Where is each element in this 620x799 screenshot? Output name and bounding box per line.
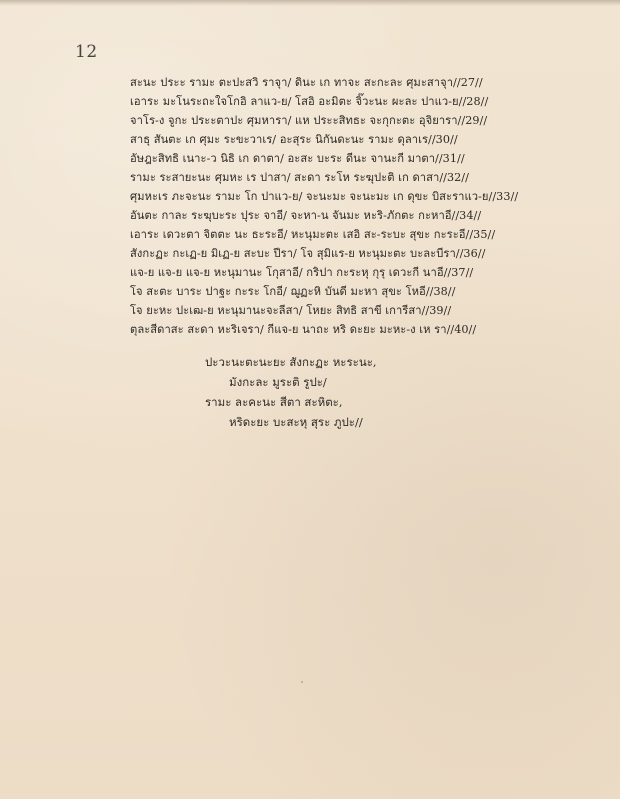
verse-line-33: ศุมหะเร ภะจะนะ รามะ โก ปาแว-ย/ จะนะมะ จะนะมะ เก ดุขะ บิสะราแว-ย//33//	[130, 190, 519, 203]
verse-line-28: เอาระ มะโนระถะใจโกอิ ลาแว-ย/ โสอิ อะมิตะ จิ๊วะนะ ผะละ ปาแว-ย//28//	[130, 95, 489, 108]
verse-line-38: โจ สะตะ บาระ ปาฐะ กะระ โกอี/ ฌูฏะหิ บันดี มะหา สุขะ โหอี//38//	[130, 285, 456, 298]
closing-doha	[205, 352, 525, 432]
closing-line-1: ปะวะนะตะนะยะ สังกะฏะ หะระนะ,	[205, 355, 377, 369]
verse-line-32: รามะ ระสายะนะ ศุมหะ เร ปาสา/ สะดา ระโห ระฆุปะติ เก ดาสา//32//	[130, 171, 469, 184]
verse-list	[130, 73, 580, 339]
paper-speck	[314, 266, 316, 268]
verse-line-35: เอาระ เดวะตา จิตตะ นะ ธะระอี/ หะนุมะตะ เสอิ สะ-ระบะ สุขะ กะระอี//35//	[130, 228, 496, 241]
verse-line-30: สาธุ สันตะ เก ศุมะ ระขะวาเร/ อะสุระ นิกันดะนะ รามะ ดุลาเร//30//	[130, 133, 458, 146]
verse-line-40: ตุละสีดาสะ สะดา หะริเจรา/ กีแจ-ย นาถะ หริ ดะยะ มะหะ-ง เห รา//40//	[130, 323, 477, 336]
verse-line-39: โจ ยะหะ ปะเฒ-ย หะนุมานะจะลีสา/ โหยะ สิทธิ สาขี เการีสา//39//	[130, 304, 452, 317]
verse-line-31: อัษฎะสิทธิ เนาะ-ว นิธิ เก ดาตา/ อะสะ บะระ ดีนะ จานะกี มาตา//31//	[130, 152, 465, 165]
verse-line-34: อันตะ กาละ ระฆุบะระ ปุระ จาอี/ จะหา-น จันมะ หะริ-ภักตะ กะหาอี//34//	[130, 209, 482, 222]
verse-line-37: แจ-ย แจ-ย แจ-ย หะนุมานะ โกุสาอี/ กริปา กะระหุ กุรุ เดวะกี นาอี//37//	[130, 266, 474, 279]
closing-line-3: รามะ ละคะนะ สีตา สะหิตะ,	[205, 395, 343, 409]
page-number: 12	[75, 42, 98, 62]
verse-line-36: สังกะฏะ กะเฏ-ย มิเฏ-ย สะบะ ปีรา/ โจ สุมิแร-ย หะนุมะตะ บะละบีรา//36//	[130, 247, 486, 260]
paper-speck	[301, 681, 303, 683]
verse-line-27: สะนะ ประะ รามะ ตะปะสวิ ราจุา/ ดินะ เก ทาจะ สะกะละ ศุมะสาจุา//27//	[130, 76, 483, 89]
verse-line-29: จาโร-ง จูกะ ประะตาปะ ศุมหารา/ แห ประะสิทธะ จะกุกะตะ อุจิยารา//29//	[130, 114, 488, 127]
top-edge-shadow	[0, 0, 620, 6]
closing-line-2: มังกะละ มูระติ รูปะ/	[229, 375, 327, 389]
closing-line-4: หริดะยะ บะสะหุ สุระ ภูปะ//	[229, 415, 363, 429]
